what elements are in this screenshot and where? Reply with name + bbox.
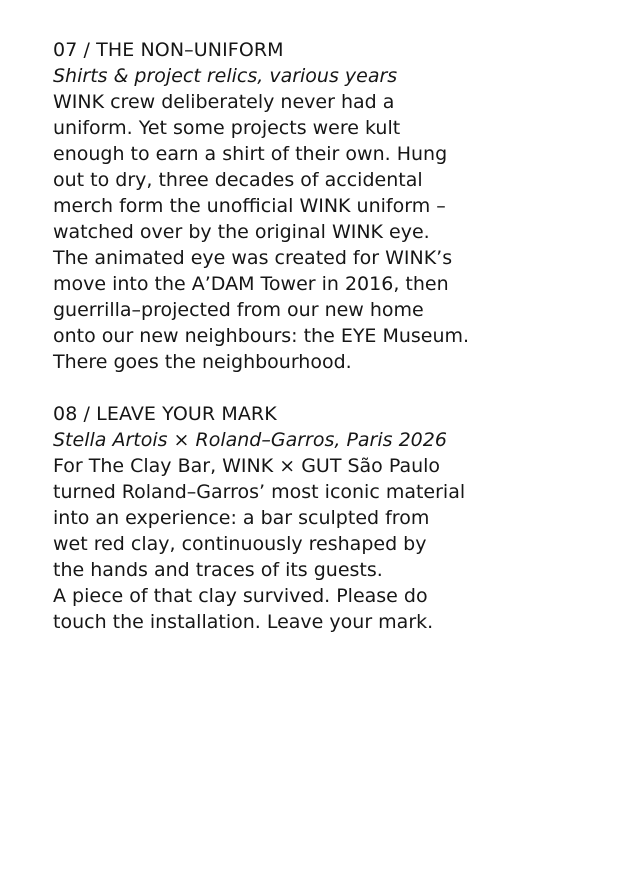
text-line: watched over by the original WINK eye. xyxy=(53,221,430,243)
document-page xyxy=(53,37,613,635)
text-line: merch form the unofficial WINK uniform – xyxy=(53,195,446,217)
section-heading: 07 / THE NON–UNIFORM xyxy=(53,39,284,61)
text-line: touch the installation. Leave your mark. xyxy=(53,611,434,633)
section-heading: 08 / LEAVE YOUR MARK xyxy=(53,403,277,425)
text-line: turned Roland–Garros’ most iconic material xyxy=(53,481,466,503)
text-line: wet red clay, continuously reshaped by xyxy=(53,533,427,555)
text-line: into an experience: a bar sculpted from xyxy=(53,507,430,529)
text-line: uniform. Yet some projects were kult xyxy=(53,117,401,139)
section-subtitle: Shirts & project relics, various years xyxy=(53,65,398,87)
text-line: onto our new neighbours: the EYE Museum. xyxy=(53,325,470,347)
body-paragraph xyxy=(53,89,613,245)
text-line: the hands and traces of its guests. xyxy=(53,559,383,581)
text-line: out to dry, three decades of accidental xyxy=(53,169,423,191)
section-subtitle: Stella Artois × Roland–Garros, Paris 2026 xyxy=(53,429,447,451)
body-paragraph xyxy=(53,245,613,375)
section-08-leave-your-mark xyxy=(53,401,613,635)
section-07-the-non-uniform xyxy=(53,37,613,375)
text-line: guerrilla–projected from our new home xyxy=(53,299,424,321)
body-paragraph xyxy=(53,583,613,635)
text-line: There goes the neighbourhood. xyxy=(53,351,352,373)
body-paragraph xyxy=(53,453,613,583)
text-line: A piece of that clay survived. Please do xyxy=(53,585,428,607)
text-line: enough to earn a shirt of their own. Hung xyxy=(53,143,448,165)
text-line: WINK crew deliberately never had a xyxy=(53,91,395,113)
text-line: The animated eye was created for WINK’s xyxy=(53,247,453,269)
text-line: For The Clay Bar, WINK × GUT São Paulo xyxy=(53,455,441,477)
text-line: move into the A’DAM Tower in 2016, then xyxy=(53,273,449,295)
